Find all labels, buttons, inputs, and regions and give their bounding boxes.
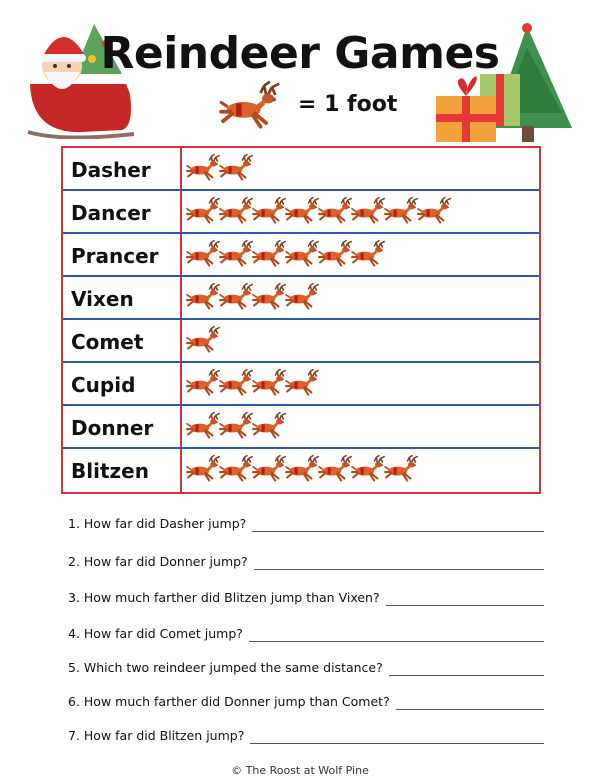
question-7 [68,724,548,748]
chart-row-donner [63,406,539,449]
question-6 [68,690,548,714]
question-text: 2. How far did Donner jump? [68,554,248,569]
answer-line[interactable] [254,569,544,570]
question-text: 3. How much farther did Blitzen jump than Vixen? [68,590,380,605]
reindeer-icon [417,195,455,229]
reindeer-icon [219,152,257,186]
row-label: Prancer [71,244,159,268]
answer-line[interactable] [396,709,544,710]
chart-row-prancer [63,234,539,277]
question-1 [68,512,548,536]
question-3 [68,586,548,610]
row-label: Blitzen [71,459,149,483]
answer-line[interactable] [386,605,544,606]
page-title: Reindeer Games [100,28,500,79]
answer-line[interactable] [252,531,544,532]
reindeer-icon [186,324,224,358]
answer-line[interactable] [389,675,544,676]
pictograph-chart [61,146,541,494]
reindeer-icon [252,410,290,444]
chart-row-cupid [63,363,539,406]
question-text: 5. Which two reindeer jumped the same distance? [68,660,383,675]
row-label: Dasher [71,158,151,182]
question-4 [68,622,548,646]
question-text: 6. How much farther did Donner jump than Comet? [68,694,390,709]
chart-row-vixen [63,277,539,320]
reindeer-icon [285,367,323,401]
legend-label: = 1 foot [298,92,398,117]
question-text: 7. How far did Blitzen jump? [68,728,245,743]
answer-line[interactable] [249,641,544,642]
reindeer-icon [351,238,389,272]
legend [218,78,418,138]
chart-row-dasher [63,148,539,191]
chart-row-dancer [63,191,539,234]
reindeer-icon [285,281,323,315]
reindeer-icon [384,453,422,487]
chart-row-blitzen [63,449,539,492]
row-label: Donner [71,416,154,440]
row-label: Comet [71,330,144,354]
row-label: Vixen [71,287,134,311]
question-text: 1. How far did Dasher jump? [68,516,247,531]
question-2 [68,550,548,574]
legend-reindeer-icon [218,78,288,138]
row-label: Dancer [71,201,151,225]
question-5 [68,656,548,680]
answer-line[interactable] [250,743,544,744]
row-label: Cupid [71,373,136,397]
chart-row-comet [63,320,539,363]
footer-credit: © The Roost at Wolf Pine [231,764,369,777]
question-text: 4. How far did Comet jump? [68,626,243,641]
